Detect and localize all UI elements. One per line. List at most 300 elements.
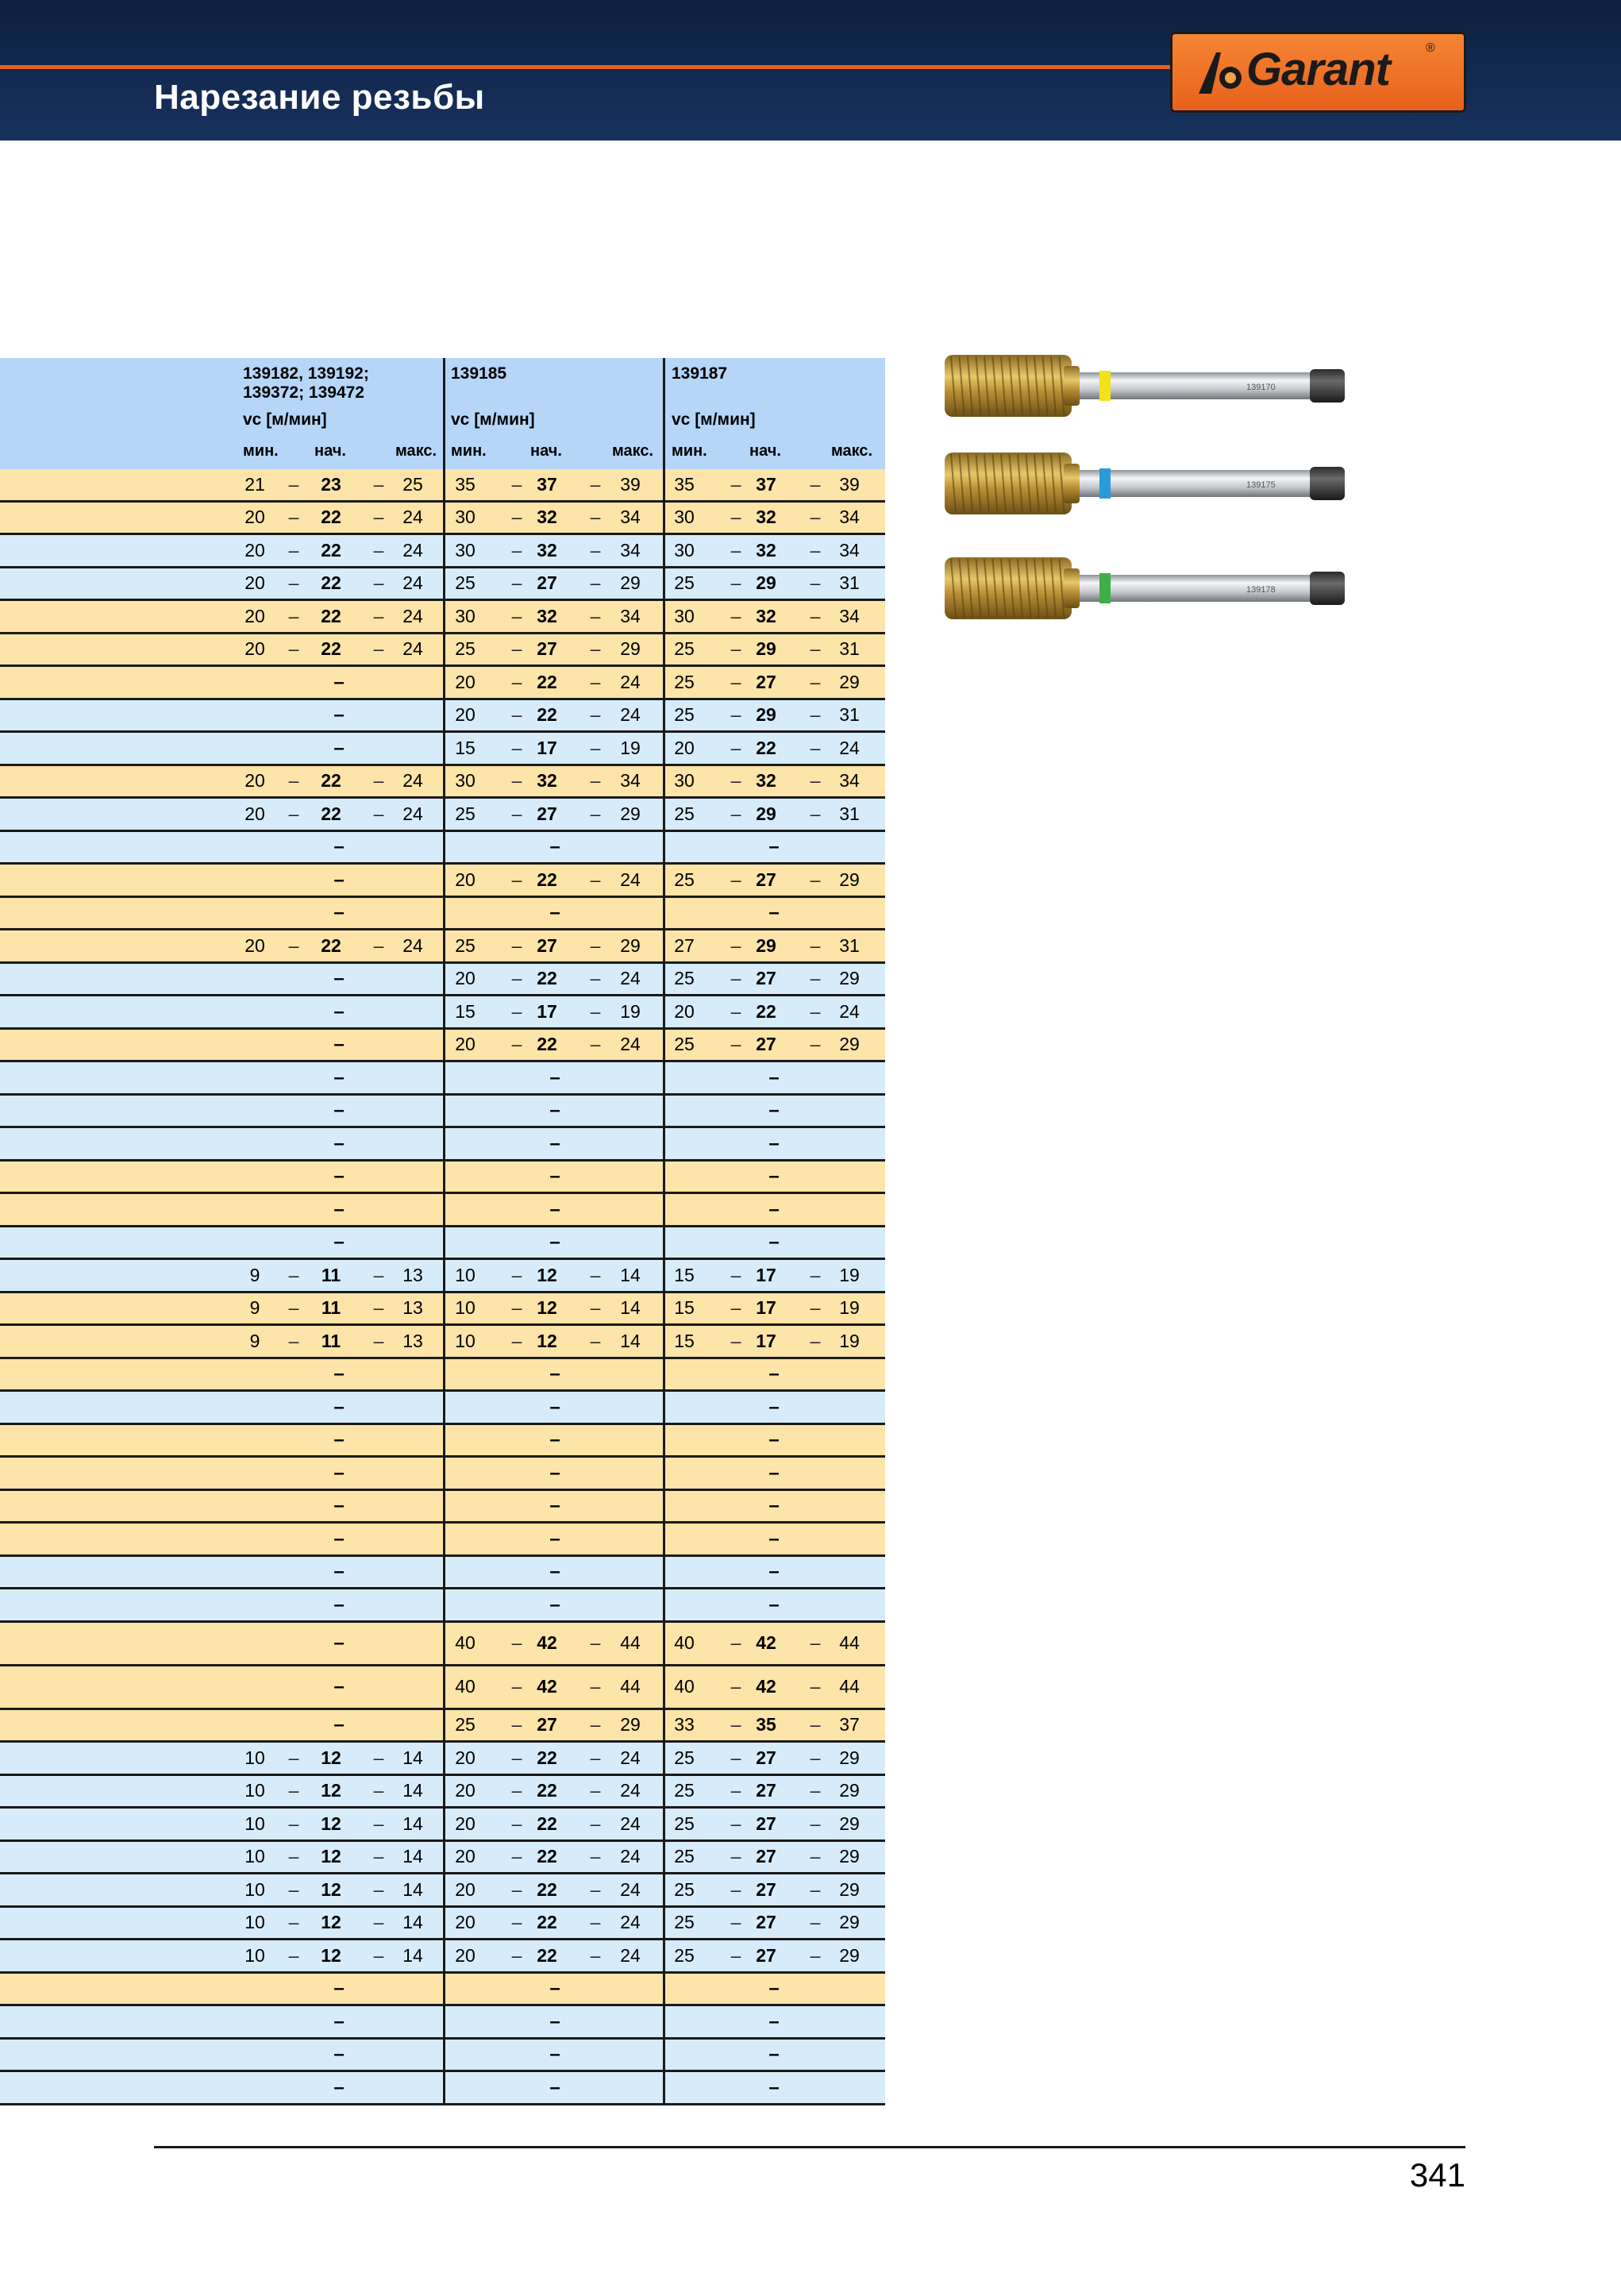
speed-start: 27 [537, 934, 557, 956]
speed-max: 14 [620, 1297, 641, 1319]
range-dash: – [511, 539, 522, 561]
range-dash: – [373, 638, 384, 660]
vc-label-1: vс [м/мин] [243, 410, 327, 429]
speed-max: 34 [839, 605, 860, 626]
table-row [0, 1743, 885, 1776]
range-dash: – [810, 770, 821, 792]
range-dash: – [511, 704, 522, 726]
speed-start: 12 [321, 1912, 341, 1933]
empty-value-dash: – [768, 1527, 780, 1550]
empty-value-dash: – [549, 836, 560, 858]
column-divider [443, 1096, 445, 1129]
table-row [0, 865, 885, 898]
speed-min: 9 [249, 1330, 260, 1351]
range-dash: – [288, 605, 299, 626]
range-dash: – [590, 539, 601, 561]
range-dash: – [730, 770, 741, 792]
empty-value-dash: – [768, 2076, 780, 2098]
range-dash: – [288, 473, 299, 495]
range-dash: – [730, 737, 741, 758]
range-dash: – [730, 1813, 741, 1834]
table-row [0, 469, 885, 503]
speed-start: 22 [756, 737, 776, 758]
speed-start: 32 [537, 507, 557, 528]
table-row [0, 1227, 885, 1261]
speed-start: 11 [321, 1297, 341, 1319]
speed-start: 42 [537, 1676, 557, 1697]
column-divider [663, 2040, 665, 2073]
speed-start: 29 [756, 638, 776, 660]
speed-max: 29 [620, 572, 641, 594]
speed-start: 22 [321, 507, 341, 528]
empty-value-dash: – [768, 1198, 780, 1220]
table-row [0, 700, 885, 734]
range-dash: – [288, 934, 299, 956]
empty-value-dash: – [333, 1198, 345, 1220]
range-dash: – [730, 539, 741, 561]
speed-max: 31 [839, 704, 860, 726]
table-row [0, 1194, 885, 1227]
range-dash: – [590, 770, 601, 792]
speed-max: 29 [839, 1944, 860, 1966]
speed-min: 20 [244, 507, 265, 528]
speed-min: 10 [244, 1878, 265, 1900]
speed-max: 31 [839, 572, 860, 594]
column-divider [443, 832, 445, 865]
speed-start: 11 [321, 1330, 341, 1351]
speed-max: 13 [402, 1330, 423, 1351]
speed-start: 22 [537, 1747, 557, 1768]
range-dash: – [373, 572, 384, 594]
table-row [0, 1842, 885, 1875]
range-dash: – [590, 1000, 601, 1022]
column-divider [663, 1096, 665, 1129]
table-row [0, 1293, 885, 1327]
range-dash: – [288, 1878, 299, 1900]
range-dash: – [810, 1780, 821, 1801]
speed-start: 23 [321, 473, 341, 495]
speed-start: 32 [756, 770, 776, 792]
range-dash: – [730, 704, 741, 726]
range-dash: – [590, 1846, 601, 1867]
empty-value-dash: – [333, 1561, 345, 1583]
table-row [0, 964, 885, 997]
table-row [0, 1710, 885, 1743]
column-divider [663, 1974, 665, 2007]
empty-value-dash: – [768, 1495, 780, 1517]
speed-min: 20 [244, 934, 265, 956]
range-dash: – [730, 803, 741, 824]
range-dash: – [373, 1264, 384, 1285]
table-row [0, 1458, 885, 1491]
range-dash: – [373, 1878, 384, 1900]
speed-start: 27 [537, 572, 557, 594]
table-row [0, 503, 885, 536]
range-dash: – [590, 1297, 601, 1319]
empty-value-dash: – [333, 1714, 345, 1736]
speed-start: 22 [321, 934, 341, 956]
speed-min: 27 [674, 934, 695, 956]
speed-min: 25 [455, 1714, 476, 1735]
column-divider [663, 1589, 665, 1623]
svg-text:139178: 139178 [1246, 585, 1276, 595]
range-dash: – [590, 737, 601, 758]
range-dash: – [590, 1264, 601, 1285]
speed-min: 30 [674, 507, 695, 528]
range-dash: – [288, 539, 299, 561]
range-dash: – [730, 968, 741, 989]
speed-min: 30 [674, 770, 695, 792]
speed-min: 20 [455, 704, 476, 726]
speed-min: 9 [249, 1264, 260, 1285]
brand-name: Garant [1246, 44, 1390, 95]
column-divider [663, 1062, 665, 1096]
table-row [0, 1623, 885, 1666]
table-row [0, 601, 885, 634]
range-dash: – [511, 1330, 522, 1351]
speed-start: 32 [537, 539, 557, 561]
range-dash: – [511, 1813, 522, 1834]
range-dash: – [511, 638, 522, 660]
speed-start: 22 [537, 869, 557, 890]
speed-max: 24 [620, 704, 641, 726]
range-dash: – [810, 1034, 821, 1055]
speed-min: 40 [455, 1676, 476, 1697]
range-dash: – [590, 869, 601, 890]
range-dash: – [288, 1813, 299, 1834]
column-divider [663, 1359, 665, 1393]
column-divider [443, 1524, 445, 1557]
range-dash: – [288, 638, 299, 660]
speed-start: 27 [756, 1912, 776, 1933]
speed-start: 22 [537, 1912, 557, 1933]
range-dash: – [730, 1912, 741, 1933]
speed-max: 14 [402, 1747, 423, 1768]
speed-min: 10 [244, 1747, 265, 1768]
range-dash: – [590, 934, 601, 956]
subheader-start: нач. [530, 442, 562, 460]
speed-max: 29 [839, 671, 860, 692]
speed-max: 29 [620, 1714, 641, 1735]
speed-start: 27 [537, 1714, 557, 1735]
speed-min: 21 [244, 473, 265, 495]
range-dash: – [590, 1632, 601, 1653]
speed-min: 25 [674, 1780, 695, 1801]
range-dash: – [590, 473, 601, 495]
empty-value-dash: – [768, 1132, 780, 1154]
column-divider [443, 1062, 445, 1096]
table-row [0, 1062, 885, 1096]
empty-value-dash: – [768, 1978, 780, 2000]
speed-max: 24 [620, 1747, 641, 1768]
speed-max: 14 [402, 1878, 423, 1900]
speed-max: 14 [402, 1846, 423, 1867]
empty-value-dash: – [333, 1429, 345, 1451]
speed-start: 42 [756, 1632, 776, 1653]
range-dash: – [590, 1034, 601, 1055]
speed-start: 37 [537, 473, 557, 495]
speed-min: 25 [674, 1878, 695, 1900]
group-code-1-line-2: 139372; 139472 [243, 383, 364, 402]
speed-min: 10 [244, 1944, 265, 1966]
column-divider [443, 358, 445, 469]
speed-start: 22 [537, 671, 557, 692]
range-dash: – [730, 1632, 741, 1653]
speed-max: 14 [402, 1912, 423, 1933]
speed-min: 20 [244, 638, 265, 660]
speed-min: 20 [455, 869, 476, 890]
speed-min: 20 [455, 1944, 476, 1966]
speed-start: 22 [321, 638, 341, 660]
speed-min: 20 [244, 539, 265, 561]
range-dash: – [511, 1676, 522, 1697]
column-divider [663, 1392, 665, 1425]
empty-value-dash: – [768, 902, 780, 924]
speed-start: 12 [321, 1813, 341, 1834]
empty-value-dash: – [333, 1231, 345, 1254]
speed-start: 12 [321, 1780, 341, 1801]
range-dash: – [730, 1714, 741, 1735]
empty-value-dash: – [549, 1165, 560, 1188]
table-row [0, 1161, 885, 1195]
range-dash: – [511, 572, 522, 594]
empty-value-dash: – [333, 1132, 345, 1154]
column-divider [663, 1425, 665, 1458]
speed-min: 25 [674, 638, 695, 660]
empty-value-dash: – [333, 1527, 345, 1550]
speed-start: 27 [756, 671, 776, 692]
speed-max: 14 [620, 1264, 641, 1285]
speed-start: 22 [537, 1878, 557, 1900]
range-dash: – [810, 968, 821, 989]
table-row [0, 1974, 885, 2007]
speed-start: 29 [756, 803, 776, 824]
speed-min: 10 [244, 1780, 265, 1801]
speed-min: 40 [674, 1676, 695, 1697]
column-divider [663, 358, 665, 469]
speed-min: 20 [455, 1780, 476, 1801]
speed-max: 29 [620, 638, 641, 660]
range-dash: – [511, 968, 522, 989]
speed-min: 25 [674, 572, 695, 594]
speed-max: 29 [839, 1813, 860, 1834]
range-dash: – [373, 770, 384, 792]
speed-min: 25 [674, 869, 695, 890]
range-dash: – [373, 1944, 384, 1966]
range-dash: – [810, 1632, 821, 1653]
range-dash: – [288, 1297, 299, 1319]
speed-max: 14 [402, 1780, 423, 1801]
range-dash: – [511, 1264, 522, 1285]
range-dash: – [810, 1330, 821, 1351]
range-dash: – [511, 770, 522, 792]
speed-start: 27 [756, 968, 776, 989]
range-dash: – [810, 737, 821, 758]
table-row [0, 667, 885, 700]
table-row [0, 1524, 885, 1557]
empty-value-dash: – [333, 1676, 345, 1697]
vc-label-2: vс [м/мин] [451, 410, 535, 429]
speed-max: 44 [839, 1676, 860, 1697]
empty-value-dash: – [333, 869, 345, 891]
speed-min: 25 [674, 704, 695, 726]
speed-min: 25 [455, 934, 476, 956]
speed-start: 29 [756, 934, 776, 956]
range-dash: – [288, 1747, 299, 1768]
speed-start: 12 [321, 1944, 341, 1966]
empty-value-dash: – [549, 1429, 560, 1451]
speed-min: 20 [455, 1878, 476, 1900]
speed-min: 25 [674, 1846, 695, 1867]
speed-start: 22 [321, 539, 341, 561]
column-divider [443, 1458, 445, 1491]
range-dash: – [810, 572, 821, 594]
speed-min: 15 [455, 737, 476, 758]
range-dash: – [810, 1676, 821, 1697]
speed-start: 22 [537, 704, 557, 726]
range-dash: – [373, 539, 384, 561]
table-row [0, 2006, 885, 2040]
range-dash: – [730, 1944, 741, 1966]
range-dash: – [730, 473, 741, 495]
table-row [0, 1557, 885, 1590]
speed-start: 29 [756, 572, 776, 594]
speed-start: 27 [756, 1747, 776, 1768]
speed-min: 20 [455, 671, 476, 692]
vc-label-3: vс [м/мин] [672, 410, 756, 429]
range-dash: – [730, 507, 741, 528]
column-divider [443, 2072, 445, 2105]
speed-max: 14 [402, 1813, 423, 1834]
table-row [0, 1809, 885, 1842]
speed-min: 25 [674, 1813, 695, 1834]
speed-start: 22 [537, 1944, 557, 1966]
empty-value-dash: – [768, 2010, 780, 2032]
speed-min: 20 [674, 737, 695, 758]
range-dash: – [810, 605, 821, 626]
speed-max: 19 [839, 1297, 860, 1319]
table-row [0, 1776, 885, 1809]
speed-min: 20 [244, 803, 265, 824]
range-dash: – [590, 1944, 601, 1966]
range-dash: – [511, 473, 522, 495]
group-code-1-line-1: 139182, 139192; [243, 364, 369, 383]
range-dash: – [810, 934, 821, 956]
speed-start: 32 [537, 770, 557, 792]
range-dash: – [810, 1297, 821, 1319]
speed-start: 27 [756, 1878, 776, 1900]
empty-value-dash: – [333, 1066, 345, 1088]
column-divider [443, 1128, 445, 1161]
empty-value-dash: – [333, 2010, 345, 2032]
speed-max: 34 [839, 770, 860, 792]
speed-max: 39 [620, 473, 641, 495]
empty-value-dash: – [333, 902, 345, 924]
column-divider [663, 1491, 665, 1524]
speed-min: 10 [455, 1264, 476, 1285]
speed-min: 25 [674, 1747, 695, 1768]
empty-value-dash: – [333, 1165, 345, 1188]
speed-max: 14 [620, 1330, 641, 1351]
range-dash: – [730, 671, 741, 692]
speed-start: 32 [756, 539, 776, 561]
speed-min: 20 [455, 1813, 476, 1834]
range-dash: – [730, 1297, 741, 1319]
speed-max: 31 [839, 934, 860, 956]
speed-min: 10 [244, 1912, 265, 1933]
range-dash: – [373, 934, 384, 956]
speed-max: 29 [839, 1912, 860, 1933]
empty-value-dash: – [549, 1593, 560, 1616]
speed-max: 24 [620, 671, 641, 692]
thread-tap-icon [945, 355, 1345, 417]
subheader-max: макс. [831, 442, 873, 460]
column-divider [443, 1194, 445, 1227]
column-divider [663, 832, 665, 865]
speed-max: 44 [839, 1632, 860, 1653]
range-dash: – [511, 737, 522, 758]
table-row [0, 1491, 885, 1524]
empty-value-dash: – [549, 1132, 560, 1154]
speed-start: 17 [537, 1000, 557, 1022]
svg-text:139170: 139170 [1246, 383, 1276, 392]
speed-min: 35 [455, 473, 476, 495]
speed-min: 20 [455, 1912, 476, 1933]
empty-value-dash: – [333, 1363, 345, 1385]
speed-start: 22 [537, 1034, 557, 1055]
speed-start: 32 [537, 605, 557, 626]
range-dash: – [511, 671, 522, 692]
speed-max: 19 [620, 737, 641, 758]
column-divider [443, 1557, 445, 1590]
speed-max: 24 [620, 1034, 641, 1055]
speed-max: 29 [839, 1878, 860, 1900]
range-dash: – [590, 1813, 601, 1834]
speed-start: 27 [756, 1034, 776, 1055]
range-dash: – [810, 1813, 821, 1834]
tap-tools-image [937, 349, 1381, 635]
table-row [0, 1359, 885, 1393]
speed-start: 12 [321, 1846, 341, 1867]
speed-start: 17 [756, 1264, 776, 1285]
speed-min: 30 [674, 539, 695, 561]
range-dash: – [730, 1846, 741, 1867]
range-dash: – [511, 1297, 522, 1319]
range-dash: – [373, 1912, 384, 1933]
range-dash: – [810, 539, 821, 561]
speed-start: 27 [756, 1846, 776, 1867]
speed-min: 15 [674, 1264, 695, 1285]
speed-max: 24 [620, 869, 641, 890]
speed-start: 22 [321, 605, 341, 626]
speed-max: 29 [839, 1780, 860, 1801]
speed-start: 11 [321, 1264, 341, 1285]
empty-value-dash: – [333, 704, 345, 726]
range-dash: – [511, 605, 522, 626]
empty-value-dash: – [333, 1100, 345, 1122]
speed-min: 10 [455, 1297, 476, 1319]
subheader-max: макс. [612, 442, 654, 460]
table-row [0, 1940, 885, 1974]
speed-start: 37 [756, 473, 776, 495]
speed-start: 22 [321, 770, 341, 792]
column-divider [443, 2040, 445, 2073]
range-dash: – [288, 507, 299, 528]
column-divider [663, 1227, 665, 1261]
column-divider [443, 1359, 445, 1393]
column-divider [663, 898, 665, 931]
speed-start: 22 [537, 1780, 557, 1801]
